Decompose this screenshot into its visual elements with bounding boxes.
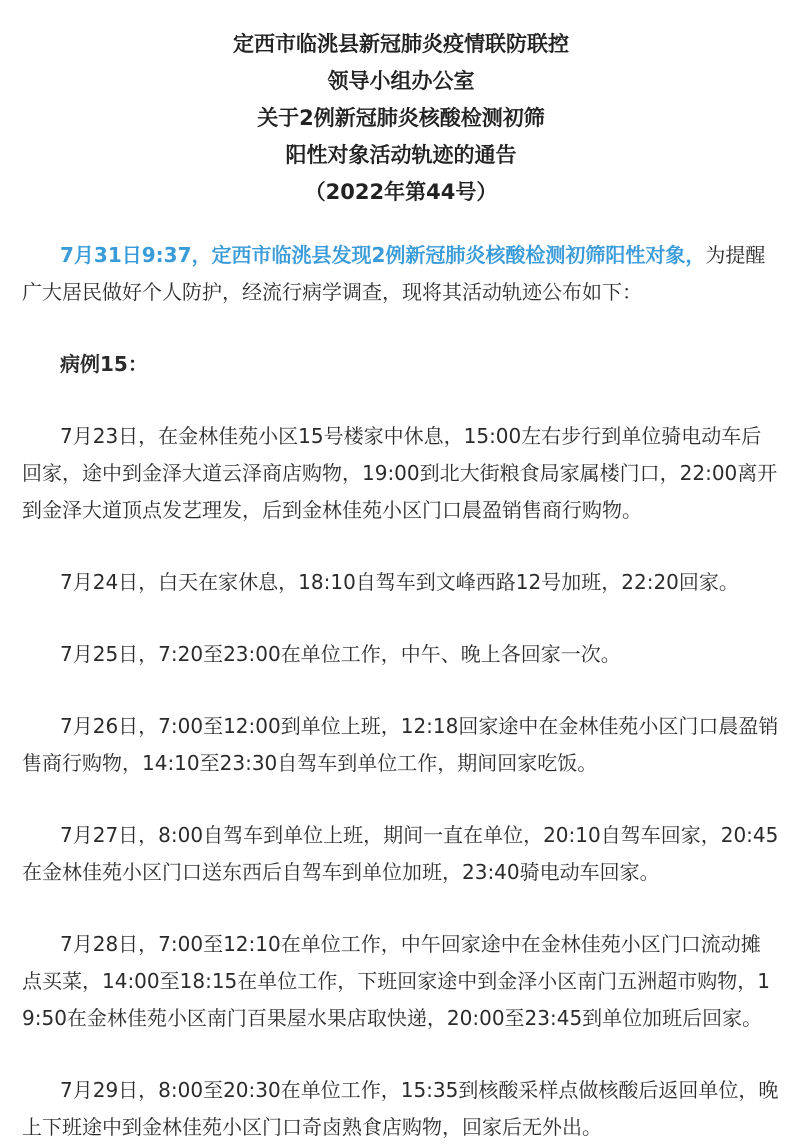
itinerary-entry-0723: 7月23日，在金林佳苑小区15号楼家中休息，15:00左右步行到单位骑电动车后回家，途中到金泽大道云泽商店购物，19:00到北大街粮食局家属楼门口，22:00离开到金泽大道顶点发艺理发，后到金林佳苑小区门口晨盈销售商行购物。 <box>22 424 778 522</box>
itinerary-entry-0727: 7月27日，8:00自驾车到单位上班，期间一直在单位，20:10自驾车回家，20:45在金林佳苑小区门口送东西后自驾车到单位加班，23:40骑电动车回家。 <box>22 823 779 884</box>
title-line: 关于2例新冠肺炎核酸检测初筛 <box>257 106 545 130</box>
notice-title <box>22 26 780 211</box>
intro-text: 为提醒广大居民做好个人防护，经流行病学调查，现将其活动轨迹公布如下： <box>22 243 766 304</box>
itinerary-entry-0724: 7月24日，白天在家休息，18:10自驾车到文峰西路12号加班，22:20回家。 <box>60 570 739 594</box>
case-label: 病例15： <box>60 352 148 376</box>
itinerary-entry-0726: 7月26日，7:00至12:00到单位上班，12:18回家途中在金林佳苑小区门口晨盈销售商行购物，14:10至23:30自驾车到单位工作，期间回家吃饭。 <box>22 714 779 775</box>
intro-highlight: 7月31日9:37，定西市临洮县发现2例新冠肺炎核酸检测初筛阳性对象， <box>60 243 706 267</box>
itinerary-entry-0729: 7月29日，8:00至20:30在单位工作，15:35到核酸采样点做核酸后返回单位，晚上下班途中到金林佳苑小区门口奇卤熟食店购物，回家后无外出。 <box>22 1078 779 1139</box>
title-line: 定西市临洮县新冠肺炎疫情联防联控 <box>233 32 569 56</box>
itinerary-entry-0728: 7月28日，7:00至12:10在单位工作，中午回家途中在金林佳苑小区门口流动摊点买菜，14:00至18:15在单位工作，下班回家途中到金泽小区南门五洲超市购物，19:50在金林佳苑小区南门百果屋水果店取快递，20:00至23:45到单位加班后回家。 <box>22 932 770 1030</box>
title-line: 领导小组办公室 <box>327 69 475 93</box>
itinerary-entry-0725: 7月25日，7:20至23:00在单位工作，中午、晚上各回家一次。 <box>60 642 621 666</box>
intro-paragraph <box>22 237 780 311</box>
notice-number: （2022年第44号） <box>304 180 498 204</box>
title-line: 阳性对象活动轨迹的通告 <box>285 143 517 167</box>
